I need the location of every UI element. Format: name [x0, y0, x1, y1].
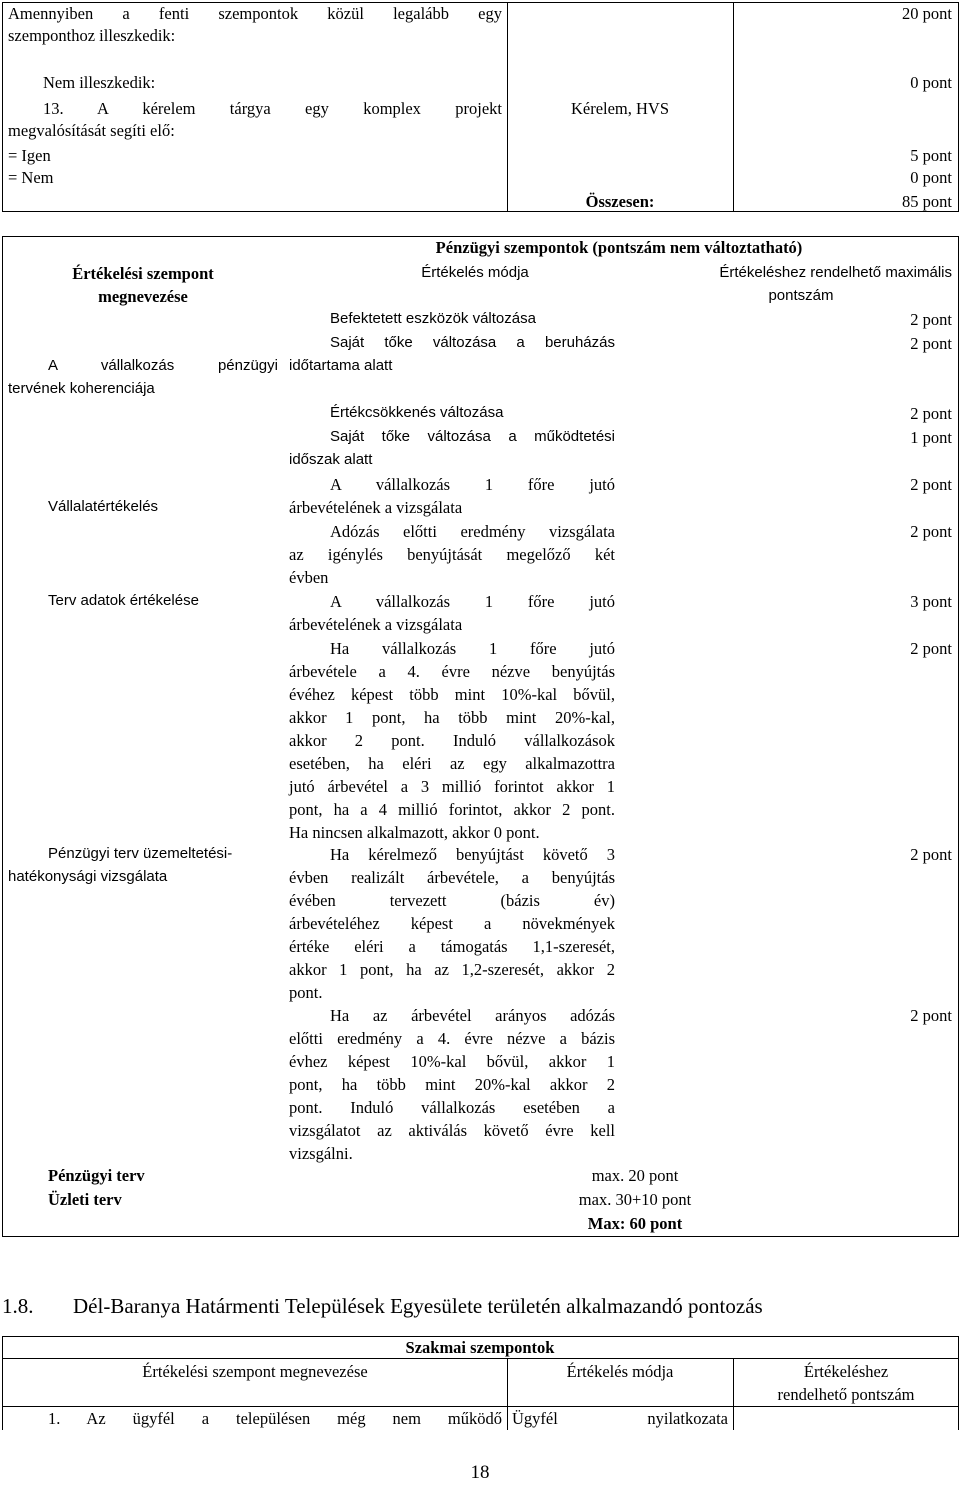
page-number: 18: [470, 1462, 490, 1483]
evaluation-method-line: A vállalkozás 1 főre jutó: [330, 475, 615, 494]
points-value: 2 pont: [910, 639, 952, 658]
section-title: Dél-Baranya Határmenti Települések Egyesülete területén alkalmazandó pontozás: [73, 1294, 763, 1318]
table-border: [733, 1358, 734, 1430]
table-border: [2, 1236, 958, 1237]
table-title: Szakmai szempontok: [405, 1338, 555, 1357]
table-border: [958, 1336, 959, 1430]
column-header: Értékelés módja: [566, 1362, 674, 1381]
evaluation-method-line: értéke eléri a támogatás 1,1-szeresét,: [289, 937, 615, 956]
column-header: Értékelési szempont megnevezése: [142, 1362, 368, 1381]
evaluation-method-line: időszak alatt: [289, 451, 373, 468]
summary-value: max. 30+10 pont: [578, 1190, 692, 1209]
evaluation-method-line: Ha vállalkozás 1 főre jutó: [330, 639, 615, 658]
points-value: 5 pont: [910, 146, 952, 165]
points-value: 2 pont: [910, 404, 952, 423]
points-value: 3 pont: [910, 592, 952, 611]
category-label: tervének koherenciája: [8, 380, 155, 397]
table-border: [507, 2, 508, 212]
evaluation-method-line: esetében, ha eléri az egy alkalmazottra: [289, 754, 615, 773]
table-border: [2, 1336, 958, 1337]
evaluation-method-line: Ha kérelmező benyújtást követő 3: [330, 845, 615, 864]
column-header: Értékeléshez rendelhető maximális: [719, 264, 952, 281]
evaluation-method-line: A vállalkozás 1 főre jutó: [330, 592, 615, 611]
total-points: 85 pont: [902, 192, 952, 211]
evaluation-method-line: Értékcsökkenés változása: [330, 404, 504, 421]
section-number: 1.8.: [2, 1294, 34, 1318]
points-value: 20 pont: [902, 4, 952, 23]
criterion-text: 1. Az ügyfél a településen még nem működő: [48, 1409, 502, 1428]
table-border: [2, 236, 3, 1237]
points-value: 2 pont: [910, 845, 952, 864]
category-label: A vállalkozás pénzügyi: [48, 357, 278, 374]
evaluation-method-line: árbevételéhez képest a növekmények: [289, 914, 615, 933]
evaluation-method-line: pont, ha több mint 20%-kal akkor 2: [289, 1075, 615, 1094]
evaluation-method-line: akkor 1 pont, ha több mint 20%-kal,: [289, 708, 615, 727]
evaluation-method-line: vizsgálni.: [289, 1144, 353, 1163]
summary-label: Üzleti terv: [48, 1190, 122, 1209]
evaluation-method-line: árbevételének a vizsgálata: [289, 498, 463, 517]
evaluation-method-line: évben: [289, 568, 329, 587]
evaluation-method: Kérelem, HVS: [570, 99, 670, 118]
evaluation-method-line: pont. Induló vállalkozás esetében a: [289, 1098, 615, 1117]
option-text: = Igen: [8, 146, 51, 165]
evaluation-method-line: akkor 2 pont. Induló vállalkozások: [289, 731, 615, 750]
evaluation-method-line: évében tervezett (bázis év): [289, 891, 615, 910]
table-border: [958, 2, 959, 212]
evaluation-method-line: jutó árbevétel a 3 millió forintot akkor 1: [289, 777, 615, 796]
evaluation-method-line: pont.: [289, 983, 323, 1002]
evaluation-method-line: Befektetett eszközök változása: [330, 310, 536, 327]
points-value: 0 pont: [910, 168, 952, 187]
column-header: Értékelés módja: [421, 264, 529, 281]
category-label: Terv adatok értékelése: [48, 592, 199, 609]
evaluation-method-line: időtartama alatt: [289, 357, 393, 374]
table-border: [2, 1406, 958, 1407]
evaluation-method-line: vizsgálatot az aktiválás követő évre kell: [289, 1121, 615, 1140]
column-header: pontszám: [768, 287, 834, 304]
category-label: Vállalatértékelés: [48, 498, 159, 515]
column-header: megnevezése: [98, 287, 188, 306]
summary-label: Pénzügyi terv: [48, 1166, 145, 1185]
evaluation-method-line: előtti eredmény a 4. évre nézve a bázis: [289, 1029, 615, 1048]
column-header: Értékelési szempont: [72, 264, 214, 283]
table-border: [507, 1358, 508, 1430]
table-border: [733, 2, 734, 212]
table-title: Pénzügyi szempontok (pontszám nem változtatható): [435, 238, 803, 257]
table-border: [2, 236, 958, 237]
evaluation-method-line: évben realizált árbevétele, a benyújtás: [289, 868, 615, 887]
evaluation-method-line: árbevétele a 4. évre nézve benyújtás: [289, 662, 615, 681]
category-label: Pénzügyi terv üzemeltetési-: [48, 845, 233, 862]
evaluation-method-line: árbevételének a vizsgálata: [289, 615, 463, 634]
option-text: = Nem: [8, 168, 54, 187]
criterion-text: 13. A kérelem tárgya egy komplex projekt: [43, 99, 502, 118]
summary-total: Max: 60 pont: [587, 1214, 683, 1233]
points-value: 2 pont: [910, 1006, 952, 1025]
table-border: [2, 2, 958, 3]
category-label: hatékonysági vizsgálata: [8, 868, 168, 885]
points-value: 2 pont: [910, 475, 952, 494]
table-border: [2, 1358, 958, 1359]
points-value: 2 pont: [910, 522, 952, 541]
criterion-text: megvalósítását segíti elő:: [8, 121, 175, 140]
criterion-text: Amennyiben a fenti szempontok közül legalább egy: [8, 4, 502, 23]
points-value: 1 pont: [910, 428, 952, 447]
evaluation-method-line: akkor 1 pont, ha az 1,2-szeresét, akkor 2: [289, 960, 615, 979]
evaluation-method-line: Saját tőke változása a működtetési: [330, 428, 615, 445]
evaluation-method-line: Saját tőke változása a beruházás: [330, 334, 615, 351]
points-value: 0 pont: [910, 73, 952, 92]
evaluation-method-line: évéhez képest több mint 10%-kal bővül,: [289, 685, 615, 704]
points-value: 2 pont: [910, 334, 952, 353]
column-header: rendelhető pontszám: [777, 1385, 915, 1404]
evaluation-method-line: pont, ha a 4 millió forintot, akkor 2 pont.: [289, 800, 615, 819]
evaluation-method-line: évhez képest 10%-kal bővül, akkor 1: [289, 1052, 615, 1071]
column-header: Értékeléshez: [803, 1362, 889, 1381]
criterion-text: Nem illeszkedik:: [43, 73, 156, 92]
evaluation-method-line: Ha nincsen alkalmazott, akkor 0 pont.: [289, 823, 540, 842]
table-border: [958, 236, 959, 1237]
evaluation-method-line: Ha az árbevétel arányos adózás: [330, 1006, 615, 1025]
summary-value: max. 20 pont: [591, 1166, 679, 1185]
points-value: 2 pont: [910, 310, 952, 329]
total-label: Összesen:: [585, 192, 655, 211]
criterion-text: szemponthoz illeszkedik:: [8, 26, 176, 45]
evaluation-method-line: Adózás előtti eredmény vizsgálata: [330, 522, 615, 541]
table-border: [2, 2, 3, 212]
evaluation-method-line: az igénylés benyújtását megelőző két: [289, 545, 615, 564]
evaluation-method: Ügyfél nyilatkozata: [512, 1409, 728, 1428]
